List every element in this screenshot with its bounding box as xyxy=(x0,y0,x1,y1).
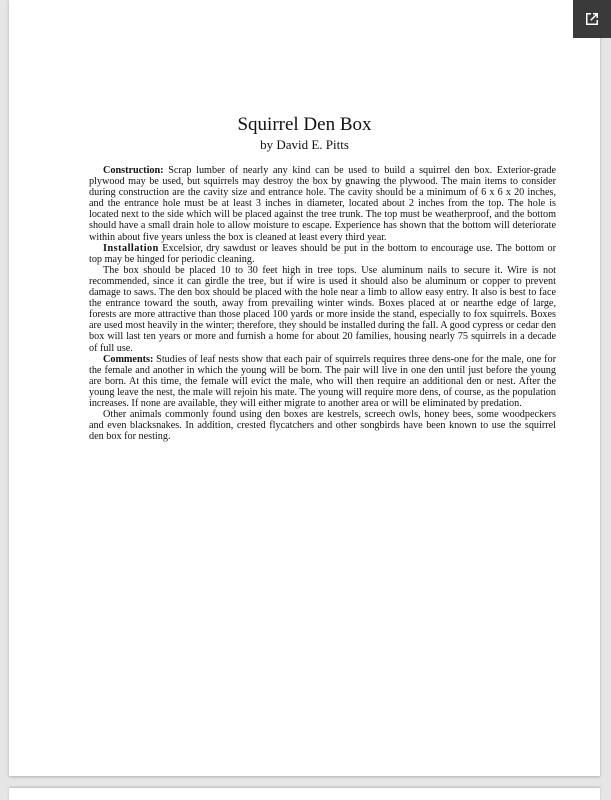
paragraph-comments xyxy=(89,354,556,409)
document-page xyxy=(9,0,600,776)
popout-button[interactable] xyxy=(573,0,611,38)
paragraph-text: Excelsior, dry sawdust or leaves should be put in the bottom to encourage use. The bottom or top may be hinged for periodic cleaning. xyxy=(89,242,556,265)
paragraph-placement xyxy=(89,265,556,354)
paragraph-construction xyxy=(89,165,556,243)
page-title: Squirrel Den Box xyxy=(237,114,372,135)
paragraph-text: Studies of leaf nests show that each pair of squirrels requires three dens-one for the male, one for the female and another in which the young will be born. The pair will live in one den until just before the young are born. At this time, the female will evict the male, who will then require an additional den or nest. After the young leave the nest, the male will rejoin his mate. The young will require more dens, of course, as the population increases. If none are available, they will either migrate to another area or will be eliminated by predation. xyxy=(89,353,556,409)
paragraph-lead: Installation xyxy=(103,242,159,254)
paragraph-lead: Construction: xyxy=(103,165,164,176)
paragraph-text: The box should be placed 10 to 30 feet high in tree tops. Use aluminum nails to secure it. Wire is not recommended, since it can girdle the tree, but if wire is used it should also be aluminum or copper to prevent damage to saws. The den box should be placed with the hole near a limb to allow easy entry. It also is best to face the entrance toward the south, away from prevailing winter winds. Boxes placed at or nearthe edge of large, forests are more attractive than those placed 100 yards or more inside the stand, especially to fox squirrels. Boxes are used most heavily in the winter; therefore, they should be installed during the fall. A good cypress or cedar den box will last ten years or more and furnish a home for about 20 families, housing nearly 75 squirrels in a decade of full use. xyxy=(89,264,556,354)
paragraph-text: Scrap lumber of nearly any kind can be used to build a squirrel den box. Exterior-grade plywood may be used, but squirrels may destroy the box by gnawing the plywood. The main items to consider during construction are the cavity size and entrance hole. The cavity should be a minimum of 6 x 6 x 20 inches, and the entrance hole must be at least 3 inches in diameter, located about 2 inches from the top. The hole is located next to the side which will be placed against the tree trunk. The top must be weatherproof, and the bottom should have a small drain hole to allow moisture to escape. Experience has shown that the bottom will deteriorate within about five years unless the box is cleaned at least every third year. xyxy=(89,165,556,243)
author-byline: by David E. Pitts xyxy=(260,137,349,152)
paragraph-text: Other animals commonly found using den boxes are kestrels, screech owls, honey bees, some woodpeckers and even blacksnakes. In addition, crested flycatchers and other songbirds have been known to use the squirrel den box for nesting. xyxy=(89,409,556,443)
open-in-new-icon xyxy=(583,10,601,28)
document-body xyxy=(89,165,556,442)
paragraph-installation xyxy=(89,243,556,265)
paragraph-lead: Comments: xyxy=(103,353,154,365)
paragraph-other-animals xyxy=(89,409,556,442)
next-page-edge xyxy=(9,788,600,800)
